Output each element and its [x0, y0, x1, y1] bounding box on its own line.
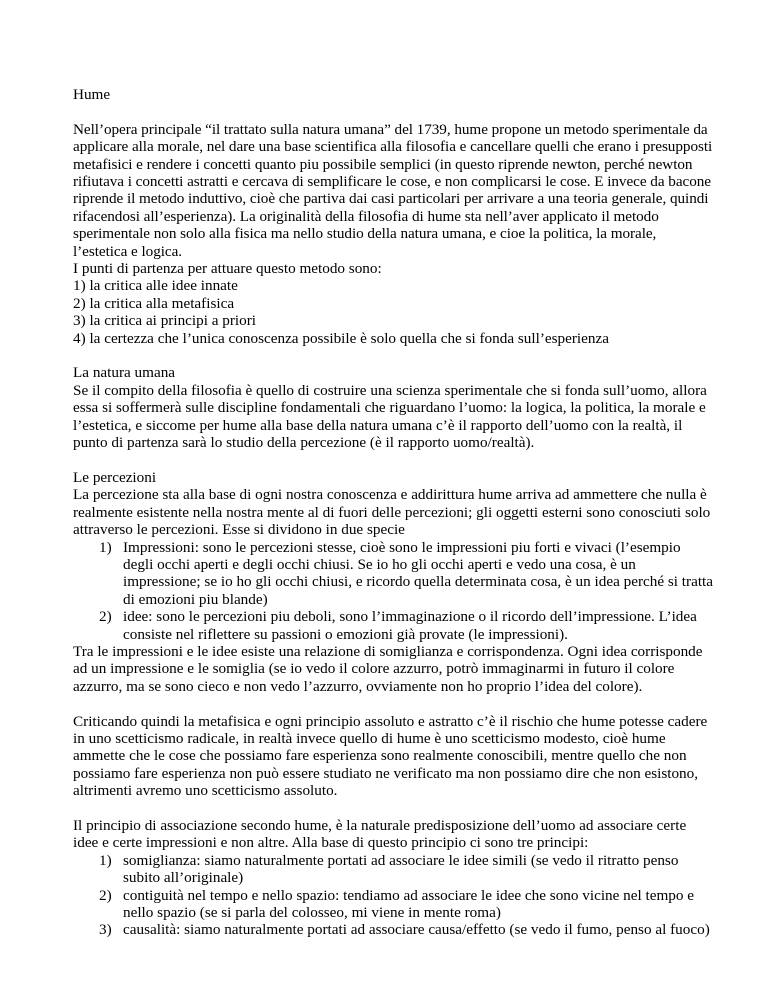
list-item	[73, 887, 713, 922]
document-title: Hume	[73, 86, 111, 103]
list-item	[73, 852, 713, 887]
intro-paragraph: Nell’opera principale “il trattato sulla natura umana” del 1739, hume propone un metodo sperimentale da applicare alla morale, nel dare una base scientifica alla filosofia e cancellare quelli che erano i presupposti metafisici e rendere i concetti quanto piu possibile semplici (in questo riprende newton, perché newton rifiutava i concetti astratti e cercava di semplificare le cose, e non complicarsi le cose. E invece da bacone riprende il metodo induttivo, cioè che partiva dai casi particolari per arrivare a una teoria generale, quindi rifacendosi all’esperienza). La originalità della filosofia di hume sta nell’aver applicato il metodo sperimentale non solo alla fisica ma nello studio della natura umana, e cioe la politica, la morale, l’estetica e logica.	[73, 120, 713, 260]
list-item	[73, 608, 713, 643]
percezioni-closing: Tra le impressioni e le idee esiste una relazione di somiglianza e corrispondenza. Ogni idea corrisponde ad un impressione e le somiglia (se io vedo il colore azzurro, potrò immaginarmi in futuro il colore azzurro, ma se sono cieco e non vedo l’azzurro, ovviamente non ho proprio l’idea del colore).	[73, 642, 703, 695]
list-number: 2)	[99, 886, 112, 904]
list-number: 3)	[99, 921, 112, 939]
list-text: Impressioni: sono le percezioni stesse, cioè sono le impressioni piu forti e vivaci (l’esempio degli occhi aperti e degli occhi chiusi. Se io ho gli occhi aperti e vedo una cosa, è un impressione; se io ho gli occhi chiusi, e ricordo quella determinata cosa, è un idea perché si tratta di emozioni piu blande)	[123, 538, 713, 608]
list-number: 1)	[99, 851, 112, 869]
spacer	[73, 695, 713, 712]
list-number: 1)	[99, 538, 112, 556]
spacer	[73, 452, 713, 469]
list-number: 2)	[99, 608, 112, 626]
spacer	[73, 347, 713, 364]
points-intro: I punti di partenza per attuare questo metodo sono:	[73, 260, 382, 278]
list-text: idee: sono le percezioni piu deboli, sono l’immaginazione o il ricordo dell’impressione. L’idea consiste nel riflettere su passioni o emozioni già provate (le impressioni).	[123, 608, 697, 643]
document-body	[73, 86, 713, 939]
spacer	[73, 800, 713, 817]
point-item: 4) la certezza che l’unica conoscenza possibile è solo quella che si fonda sull’esperienza	[73, 329, 609, 347]
section-heading-percezioni: Le percezioni	[73, 468, 157, 486]
percezioni-paragraph: La percezione sta alla base di ogni nostra conoscenza e addirittura hume arriva ad ammettere che nulla è realmente esistente nella nostra mente al di fuori delle percezioni; gli oggetti esterni sono conosciuti solo attraverso le percezioni. Esse si dividono in due specie	[73, 486, 711, 539]
list-text: causalità: siamo naturalmente portati ad associare causa/effetto (se vedo il fumo, penso al fuoco)	[123, 921, 710, 939]
point-item: 2) la critica alla metafisica	[73, 294, 235, 312]
percezioni-list	[73, 539, 713, 643]
list-item	[73, 921, 713, 938]
associazione-paragraph: Il principio di associazione secondo hume, è la naturale predisposizione dell’uomo ad associare certe idee e certe impressioni e non altre. Alla base di questo principio ci sono tre principi:	[73, 816, 687, 852]
list-item	[73, 539, 713, 609]
point-item: 1) la critica alle idee innate	[73, 277, 238, 295]
spacer	[73, 103, 713, 120]
scetticismo-paragraph: Criticando quindi la metafisica e ogni principio assoluto e astratto c’è il rischio che hume potesse cadere in uno scetticismo radicale, in realtà invece quello di hume è uno scetticismo modesto, cioè hume ammette che le cose che possiamo fare esperienza sono realmente conoscibili, mentre quello che non possiamo fare esperienza non può essere studiato ne verificato ma non possiamo dire che non esistono, altrimenti avremo uno scetticismo assoluto.	[73, 712, 708, 800]
point-item: 3) la critica ai principi a priori	[73, 312, 257, 330]
natura-paragraph: Se il compito della filosofia è quello di costruire una scienza sperimentale che si fonda sull’uomo, allora essa si soffermerà sulle discipline fondamentali che riguardano l’uomo: la logica, la politica, la morale e l’estetica, e siccome per hume alla base della natura umana c’è il rapporto dell’uomo con la realtà, il punto di partenza sarà lo studio della percezione (è il rapporto uomo/realtà).	[73, 381, 707, 452]
list-text: contiguità nel tempo e nello spazio: tendiamo ad associare le idee che sono vicine nel tempo e nello spazio (se si parla del colosseo, mi viene in mente roma)	[123, 886, 695, 922]
section-heading-natura: La natura umana	[73, 364, 176, 382]
list-text: somiglianza: siamo naturalmente portati ad associare le idee simili (se vedo il ritratto penso subito all’originale)	[123, 851, 679, 887]
associazione-list	[73, 852, 713, 939]
